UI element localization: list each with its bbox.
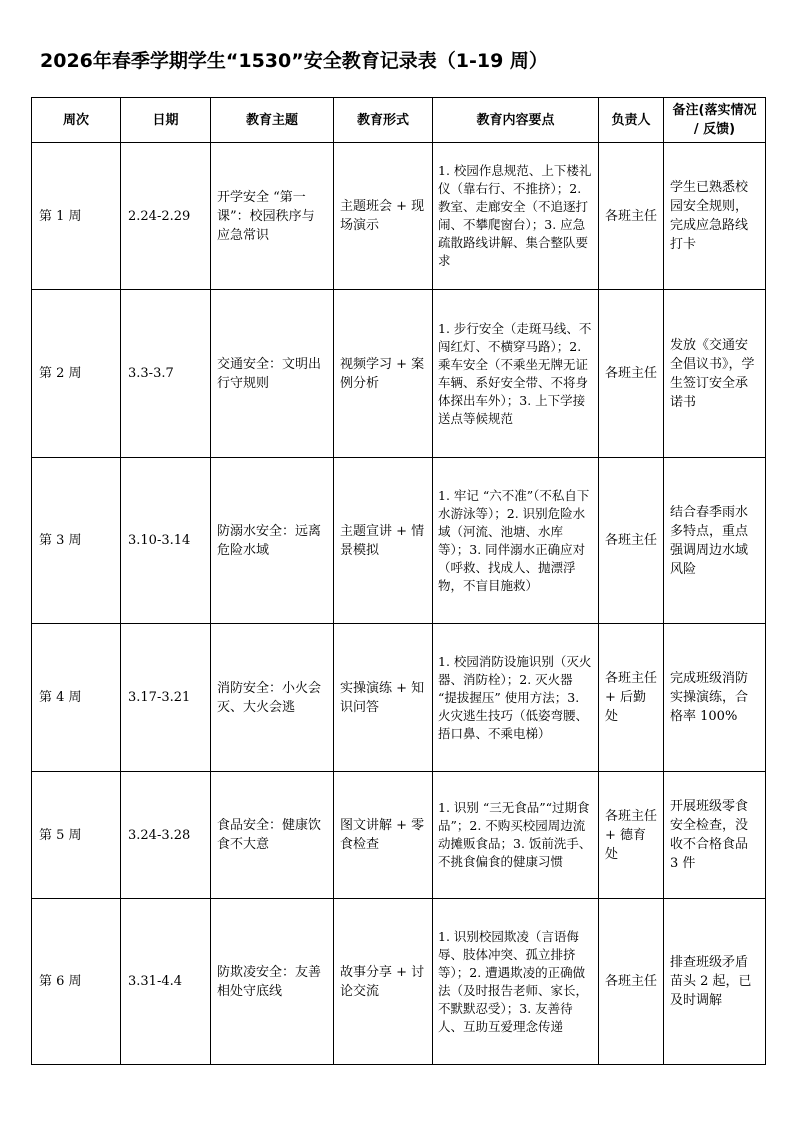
table-header-row bbox=[32, 98, 766, 143]
safety-education-record-table bbox=[31, 97, 766, 1065]
cell-form: 图文讲解 + 零食检查 bbox=[334, 772, 433, 899]
table-row bbox=[32, 899, 766, 1065]
cell-theme: 防溺水安全：远离危险水域 bbox=[211, 458, 334, 624]
cell-owner: 各班主任 + 后勤处 bbox=[599, 624, 664, 772]
cell-theme: 交通安全：文明出行守规则 bbox=[211, 290, 334, 458]
cell-form: 实操演练 + 知识问答 bbox=[334, 624, 433, 772]
header-content: 教育内容要点 bbox=[433, 98, 599, 143]
cell-week: 第 6 周 bbox=[32, 899, 121, 1065]
table-row bbox=[32, 143, 766, 290]
cell-date: 2.24-2.29 bbox=[121, 143, 211, 290]
cell-week: 第 1 周 bbox=[32, 143, 121, 290]
cell-note: 结合春季雨水多特点，重点强调周边水域风险 bbox=[664, 458, 766, 624]
cell-owner: 各班主任 bbox=[599, 290, 664, 458]
cell-note: 开展班级零食安全检查，没收不合格食品 3 件 bbox=[664, 772, 766, 899]
table-row bbox=[32, 624, 766, 772]
cell-content: 1. 校园作息规范、上下楼礼仪（靠右行、不推挤）；2. 教室、走廊安全（不追逐打闹、不攀爬窗台）；3. 应急疏散路线讲解、集合整队要求 bbox=[433, 143, 599, 290]
cell-date: 3.17-3.21 bbox=[121, 624, 211, 772]
header-note: 备注(落实情况 / 反馈) bbox=[664, 98, 766, 143]
cell-week: 第 5 周 bbox=[32, 772, 121, 899]
header-date: 日期 bbox=[121, 98, 211, 143]
cell-content: 1. 步行安全（走斑马线、不闯红灯、不横穿马路）；2. 乘车安全（不乘坐无牌无证车辆、系好安全带、不将身体探出车外）；3. 上下学接送点等候规范 bbox=[433, 290, 599, 458]
cell-theme: 开学安全 “第一课”：校园秩序与应急常识 bbox=[211, 143, 334, 290]
table-row bbox=[32, 290, 766, 458]
header-theme: 教育主题 bbox=[211, 98, 334, 143]
cell-note: 学生已熟悉校园安全规则，完成应急路线打卡 bbox=[664, 143, 766, 290]
cell-note: 排查班级矛盾苗头 2 起，已及时调解 bbox=[664, 899, 766, 1065]
table-row bbox=[32, 772, 766, 899]
cell-content: 1. 识别校园欺凌（言语侮辱、肢体冲突、孤立排挤等）；2. 遭遇欺凌的正确做法（及时报告老师、家长，不默默忍受）；3. 友善待人、互助互爱理念传递 bbox=[433, 899, 599, 1065]
cell-owner: 各班主任 + 德育处 bbox=[599, 772, 664, 899]
cell-week: 第 3 周 bbox=[32, 458, 121, 624]
cell-form: 视频学习 + 案例分析 bbox=[334, 290, 433, 458]
cell-content: 1. 校园消防设施识别（灭火器、消防栓）；2. 灭火器 “提拔握压” 使用方法；3. 火灾逃生技巧（低姿弯腰、捂口鼻、不乘电梯） bbox=[433, 624, 599, 772]
table-row bbox=[32, 458, 766, 624]
header-owner: 负责人 bbox=[599, 98, 664, 143]
cell-form: 主题班会 + 现场演示 bbox=[334, 143, 433, 290]
cell-owner: 各班主任 bbox=[599, 458, 664, 624]
cell-theme: 食品安全：健康饮食不大意 bbox=[211, 772, 334, 899]
cell-content: 1. 牢记 “六不准”（不私自下水游泳等）；2. 识别危险水域（河流、池塘、水库等）；3. 同伴溺水正确应对（呼救、找成人、抛漂浮物，不盲目施救） bbox=[433, 458, 599, 624]
cell-week: 第 4 周 bbox=[32, 624, 121, 772]
cell-theme: 消防安全：小火会灭、大火会逃 bbox=[211, 624, 334, 772]
cell-content: 1. 识别 “三无食品”“过期食品”；2. 不购买校园周边流动摊贩食品；3. 饭前洗手、不挑食偏食的健康习惯 bbox=[433, 772, 599, 899]
cell-week: 第 2 周 bbox=[32, 290, 121, 458]
cell-date: 3.10-3.14 bbox=[121, 458, 211, 624]
cell-note: 完成班级消防实操演练，合格率 100% bbox=[664, 624, 766, 772]
cell-theme: 防欺凌安全：友善相处守底线 bbox=[211, 899, 334, 1065]
cell-note: 发放《交通安全倡议书》，学生签订安全承诺书 bbox=[664, 290, 766, 458]
cell-owner: 各班主任 bbox=[599, 143, 664, 290]
cell-owner: 各班主任 bbox=[599, 899, 664, 1065]
cell-form: 主题宣讲 + 情景模拟 bbox=[334, 458, 433, 624]
page-title: 2026年春季学期学生“1530”安全教育记录表（1-19 周） bbox=[40, 50, 548, 72]
header-form: 教育形式 bbox=[334, 98, 433, 143]
cell-date: 3.24-3.28 bbox=[121, 772, 211, 899]
cell-date: 3.3-3.7 bbox=[121, 290, 211, 458]
cell-form: 故事分享 + 讨论交流 bbox=[334, 899, 433, 1065]
cell-date: 3.31-4.4 bbox=[121, 899, 211, 1065]
header-week: 周次 bbox=[32, 98, 121, 143]
